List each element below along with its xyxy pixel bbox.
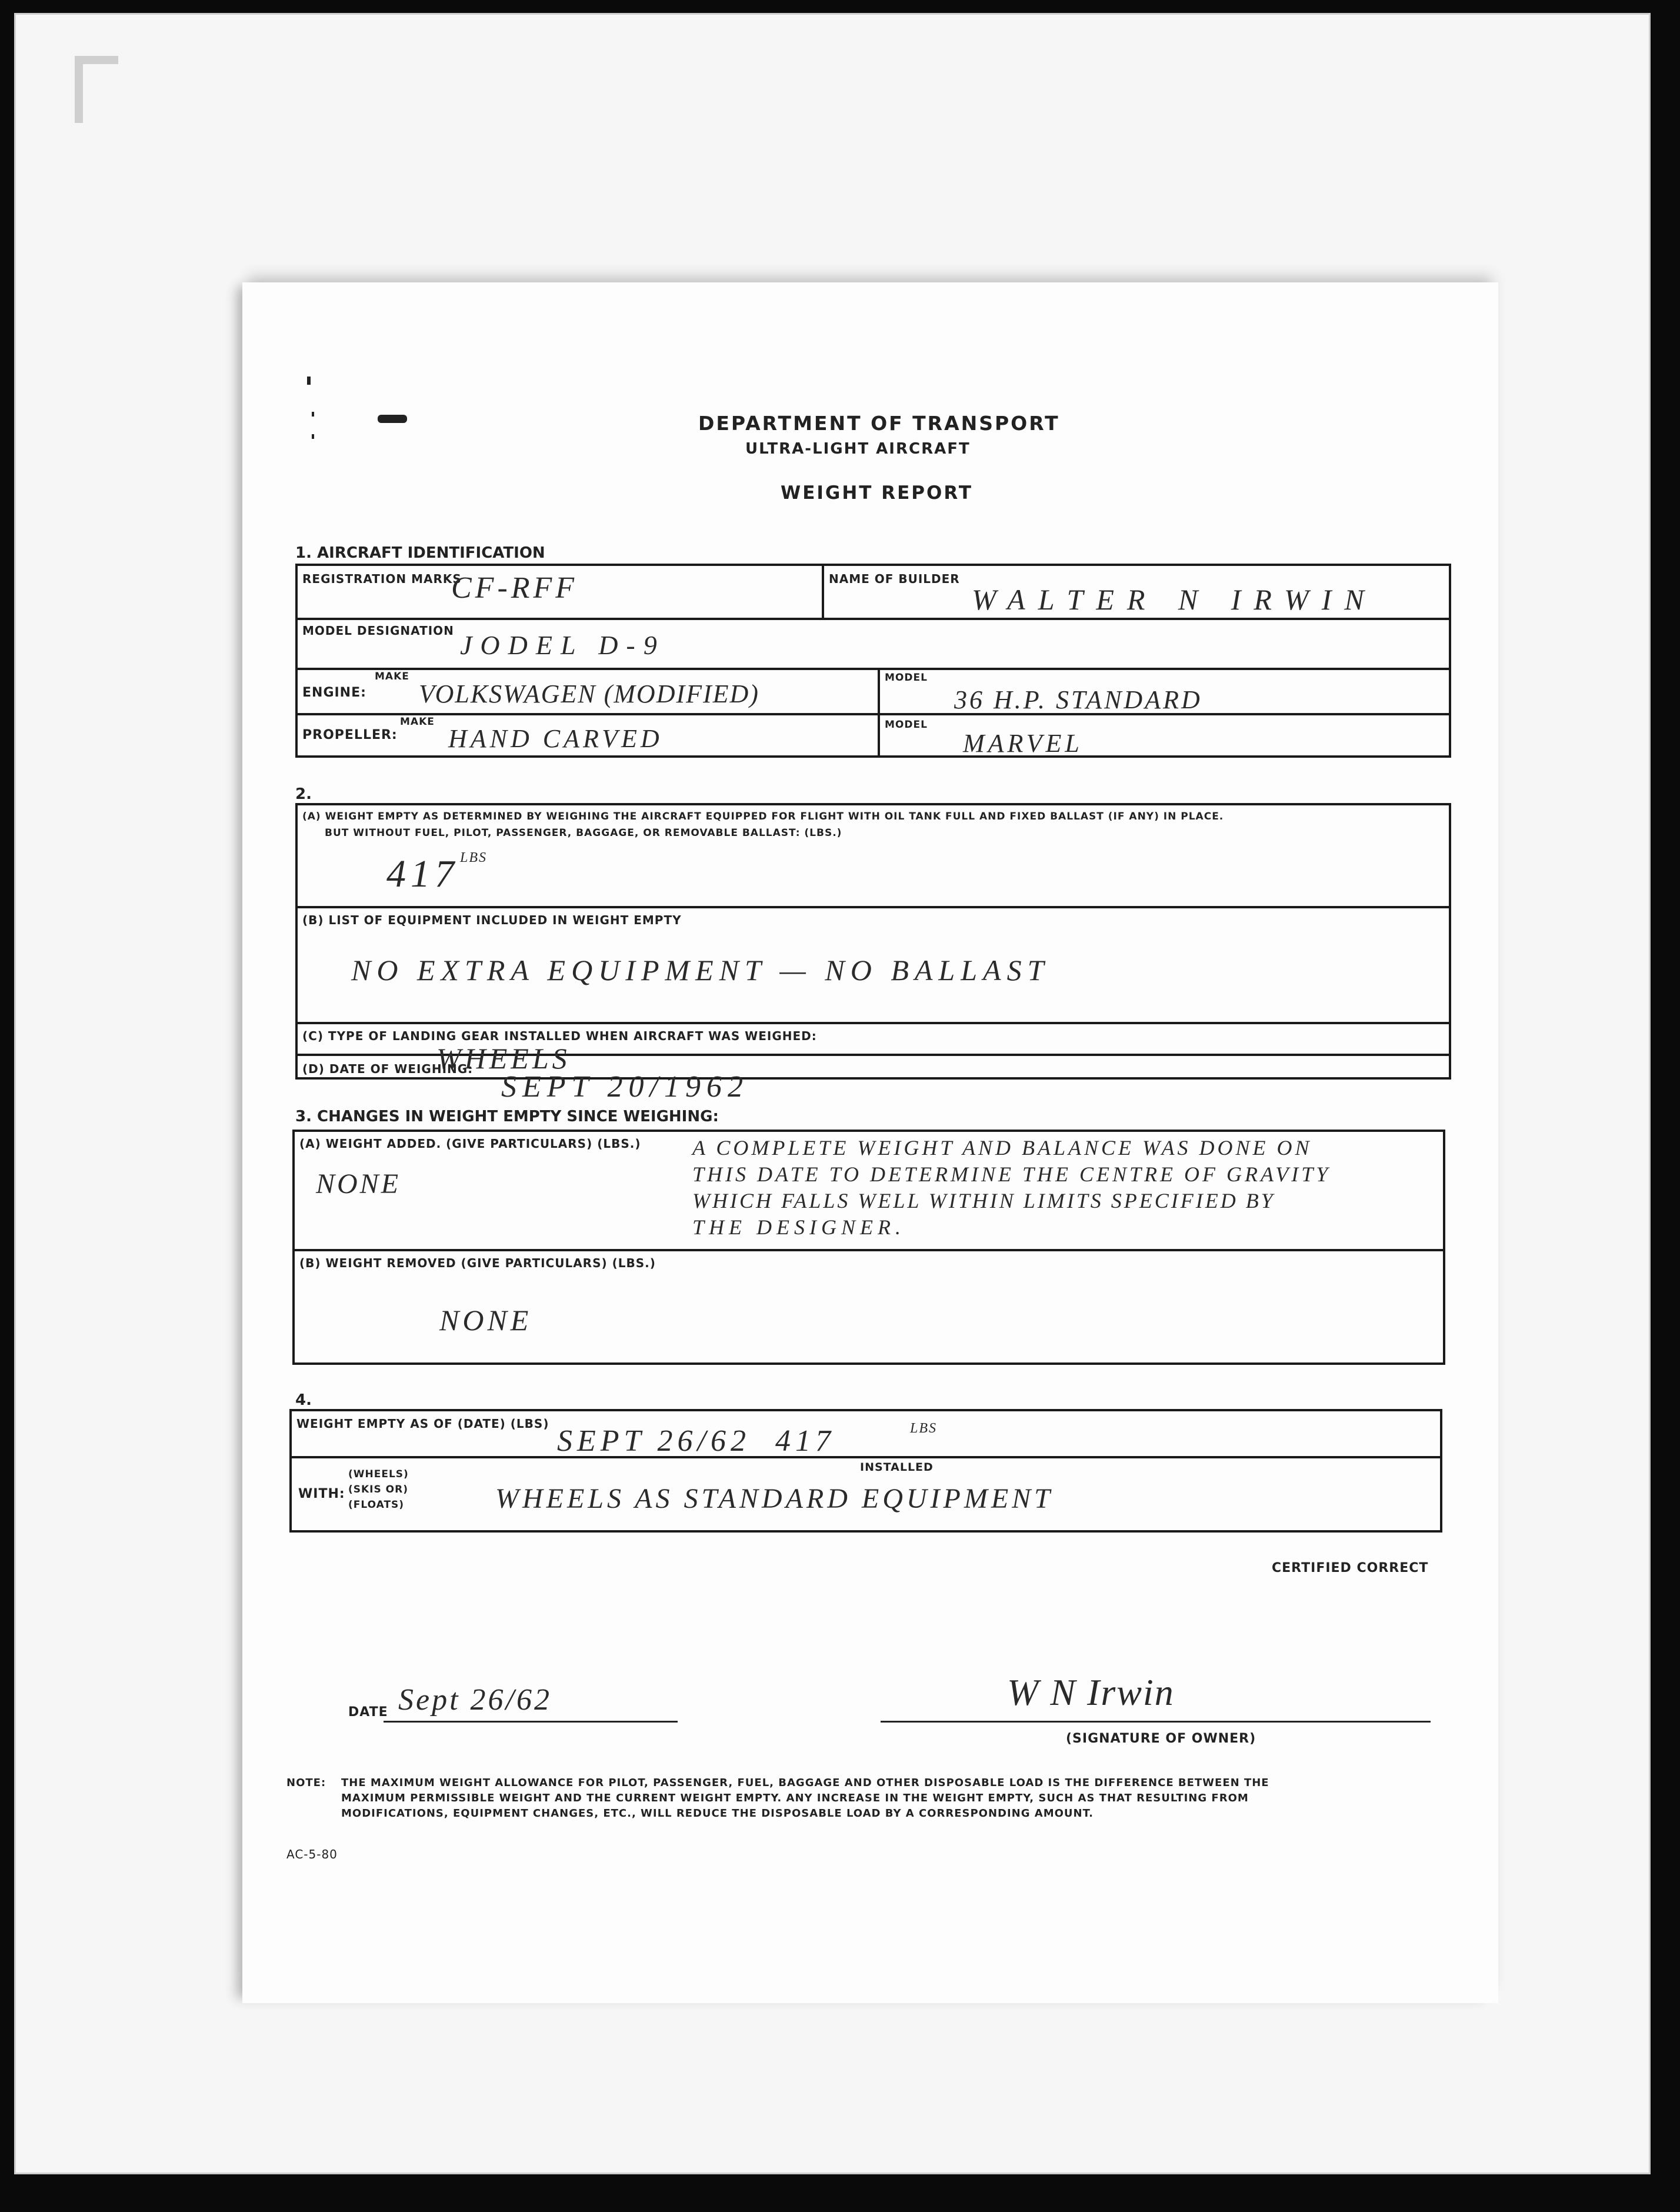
builder-label: NAME OF BUILDER [829, 572, 960, 586]
builder-value: WALTER N IRWIN [972, 583, 1377, 616]
installed-label: INSTALLED [860, 1461, 934, 1474]
section-2-heading: 2. [295, 785, 312, 803]
date-line [384, 1721, 678, 1723]
punch-mark [307, 377, 311, 385]
tape-mark [378, 415, 407, 423]
report-title: WEIGHT REPORT [781, 482, 973, 504]
row-divider [292, 1249, 1445, 1251]
propeller-model-value: MARVEL [963, 729, 1083, 758]
note-line-2: MAXIMUM PERMISSIBLE WEIGHT AND THE CURRENT WEIGHT EMPTY. ANY INCREASE IN THE WEIGHT EMPTY, SUCH AS THAT RESULTING FROM [341, 1792, 1249, 1804]
weight-empty-value: 417 [386, 852, 459, 895]
certified-correct: CERTIFIED CORRECT [1272, 1561, 1429, 1575]
row-divider [295, 1022, 1451, 1024]
row-divider [295, 713, 1451, 715]
landing-gear-value: WHEELS [436, 1042, 571, 1075]
photo-print [14, 13, 1651, 2174]
date-value: Sept 26/62 [398, 1683, 552, 1717]
col-divider [878, 668, 880, 758]
engine-model-value: 36 H.P. STANDARD [954, 685, 1202, 714]
weight-empty-as-of-value: SEPT 26/62 417 [557, 1424, 835, 1458]
frame-corner [75, 56, 118, 123]
engine-model-label: MODEL [885, 672, 928, 684]
signature-line [881, 1721, 1431, 1723]
model-designation-label: MODEL DESIGNATION [302, 624, 454, 638]
registration-label: REGISTRATION MARKS [302, 572, 462, 586]
weight-empty-label-1: (A) WEIGHT EMPTY AS DETERMINED BY WEIGHING THE AIRCRAFT EQUIPPED FOR FLIGHT WITH OIL TANK FULL AND FIXED BALLAST (IF ANY) IN PLACE. [302, 811, 1224, 822]
with-value: WHEELS AS STANDARD EQUIPMENT [495, 1483, 1054, 1514]
weighing-date-label: (D) DATE OF WEIGHING: [302, 1062, 474, 1076]
col-divider [822, 564, 824, 618]
propeller-make-value: HAND CARVED [448, 724, 663, 753]
propeller-label: PROPELLER: [302, 728, 398, 742]
weight-added-note-4: THE DESIGNER. [692, 1215, 905, 1239]
section-4-heading: 4. [295, 1391, 312, 1409]
section-3-heading: 3. CHANGES IN WEIGHT EMPTY SINCE WEIGHING: [295, 1108, 719, 1125]
row-divider [295, 668, 1451, 670]
landing-gear-label: (C) TYPE OF LANDING GEAR INSTALLED WHEN AIRCRAFT WAS WEIGHED: [302, 1029, 817, 1043]
with-option-floats: (FLOATS) [348, 1499, 405, 1511]
signature-label: (SIGNATURE OF OWNER) [1066, 1731, 1256, 1746]
form-sheet [242, 282, 1498, 2003]
row-divider [289, 1456, 1442, 1458]
engine-make-value: VOLKSWAGEN (MODIFIED) [419, 679, 759, 708]
form-number: AC-5-80 [286, 1847, 338, 1861]
row-divider [295, 618, 1451, 620]
department-title: DEPARTMENT OF TRANSPORT [698, 412, 1060, 435]
equipment-value: NO EXTRA EQUIPMENT — NO BALLAST [351, 954, 1050, 987]
with-label: WITH: [298, 1487, 345, 1501]
with-option-skis: (SKIS OR) [348, 1484, 408, 1495]
weight-added-label: (A) WEIGHT ADDED. (GIVE PARTICULARS) (LBS.) [299, 1137, 641, 1151]
owner-signature: W N Irwin [1007, 1671, 1175, 1713]
form-subtitle: ULTRA-LIGHT AIRCRAFT [745, 440, 971, 458]
weight-empty-unit: LBS [460, 850, 488, 865]
engine-make-label: MAKE [375, 671, 409, 682]
note-label: NOTE: [286, 1777, 326, 1789]
with-option-wheels: (WHEELS) [348, 1468, 409, 1480]
date-label: DATE [348, 1705, 388, 1720]
weight-added-note-1: A COMPLETE WEIGHT AND BALANCE WAS DONE ON [692, 1136, 1312, 1160]
weight-added-note-3: WHICH FALLS WELL WITHIN LIMITS SPECIFIED BY [692, 1189, 1275, 1212]
weight-removed-value: NONE [439, 1304, 532, 1337]
weight-added-value: NONE [316, 1168, 401, 1200]
engine-label: ENGINE: [302, 685, 366, 700]
weighing-date-value: SEPT 20/1962 [501, 1070, 749, 1104]
weight-empty-as-of-label: WEIGHT EMPTY AS OF (DATE) (LBS) [296, 1417, 549, 1431]
punch-mark [312, 412, 314, 417]
registration-value: CF-RFF [451, 571, 578, 605]
propeller-model-label: MODEL [885, 719, 928, 731]
weight-empty-as-of-unit: LBS [910, 1421, 938, 1436]
weight-added-note-2: THIS DATE TO DETERMINE THE CENTRE OF GRAVITY [692, 1162, 1331, 1186]
note-line-3: MODIFICATIONS, EQUIPMENT CHANGES, ETC., WILL REDUCE THE DISPOSABLE LOAD BY A CORRESPONDING AMOUNT. [341, 1807, 1094, 1820]
equipment-label: (B) LIST OF EQUIPMENT INCLUDED IN WEIGHT EMPTY [302, 913, 682, 927]
section-1-heading: 1. AIRCRAFT IDENTIFICATION [295, 544, 545, 562]
punch-mark [312, 434, 314, 439]
weight-removed-label: (B) WEIGHT REMOVED (GIVE PARTICULARS) (LBS.) [299, 1256, 656, 1270]
weight-empty-label-2: BUT WITHOUT FUEL, PILOT, PASSENGER, BAGGAGE, OR REMOVABLE BALLAST: (LBS.) [325, 827, 842, 839]
note-line-1: THE MAXIMUM WEIGHT ALLOWANCE FOR PILOT, PASSENGER, FUEL, BAGGAGE AND OTHER DISPOSABLE LOAD IS THE DIFFERENCE BETWEEN THE [341, 1777, 1269, 1789]
model-designation-value: JODEL D-9 [460, 630, 665, 660]
propeller-make-label: MAKE [400, 716, 435, 728]
row-divider [295, 906, 1451, 908]
